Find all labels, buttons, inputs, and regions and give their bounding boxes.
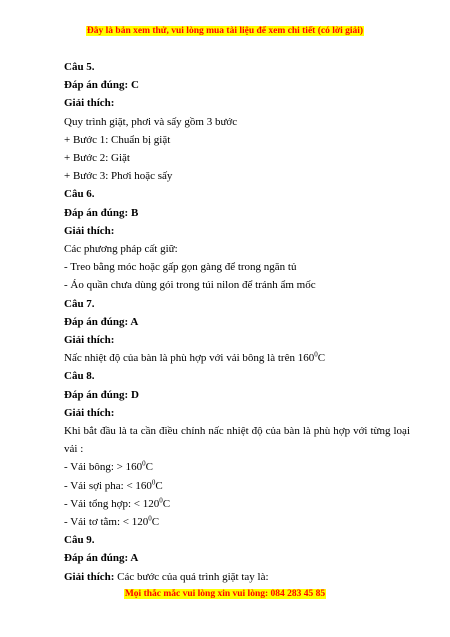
question-title: Câu 7. [64, 297, 95, 310]
question-title: Câu 6. [64, 188, 95, 201]
list-item: - Vải bông: > $160^0C$ [64, 459, 153, 474]
explanation-label: Giải thích: [64, 406, 115, 419]
list-item: + Bước 3: Phơi hoặc sấy [64, 170, 173, 183]
explanation-label: Giải thích: [64, 97, 115, 110]
preview-banner-text: Đây là bản xem thử, vui lòng mua tài liệu để xem chi tiết (có lời giải) [86, 26, 364, 36]
explanation-text: Các phương pháp cất giữ: [64, 243, 178, 256]
question-title: Câu 8. [64, 370, 95, 383]
question-5 [64, 58, 410, 185]
explanation-text: Giải thích: Các bước của quá trình giặt tay là: [64, 570, 269, 583]
explanation-text: Quy trình giặt, phơi và sấy gồm 3 bước [64, 115, 238, 128]
document-body [64, 58, 410, 586]
question-title: Câu 5. [64, 61, 95, 73]
explanation-text: Nấc nhiệt độ của bàn là phù hợp với vải bông là trên $160^0C$ [64, 350, 326, 365]
answer-line: Đáp án đúng: B [64, 206, 139, 219]
answer-line: Đáp án đúng: A [64, 315, 139, 328]
list-item: + Bước 2: Giặt [64, 152, 130, 165]
contact-banner-text: Mọi thắc mắc vui lòng xin vui lòng: 084 283 45 85 [124, 589, 326, 599]
answer-line: Đáp án đúng: A [64, 552, 139, 565]
list-item: - Treo bằng móc hoặc gấp gọn gàng để trong ngăn tủ [64, 261, 297, 274]
list-item: - Vải tơ tằm: < $120^0C$ [64, 514, 160, 529]
question-7 [64, 295, 410, 368]
answer-line: Đáp án đúng: D [64, 388, 139, 401]
question-6 [64, 185, 410, 294]
explanation-label: Giải thích: [64, 224, 115, 237]
list-item: - Vải sợi pha: < $160^0C$ [64, 478, 163, 492]
explanation-text: Khi bắt đầu là ta cần điều chỉnh nấc nhiệt độ của bàn là phù hợp với từng loại vải : [64, 425, 410, 456]
question-title: Câu 9. [64, 534, 95, 547]
preview-banner [0, 26, 450, 36]
answer-line: Đáp án đúng: C [64, 79, 139, 92]
contact-banner [0, 589, 450, 599]
list-item: + Bước 1: Chuẩn bị giặt [64, 133, 171, 146]
explanation-label: Giải thích: [64, 334, 115, 347]
list-item: - Vải tổng hợp: < $120^0C$ [64, 496, 171, 510]
list-item: - Áo quần chưa dùng gói trong túi nilon để tránh ẩm mốc [64, 279, 316, 292]
question-8 [64, 367, 410, 531]
question-9 [64, 531, 410, 586]
